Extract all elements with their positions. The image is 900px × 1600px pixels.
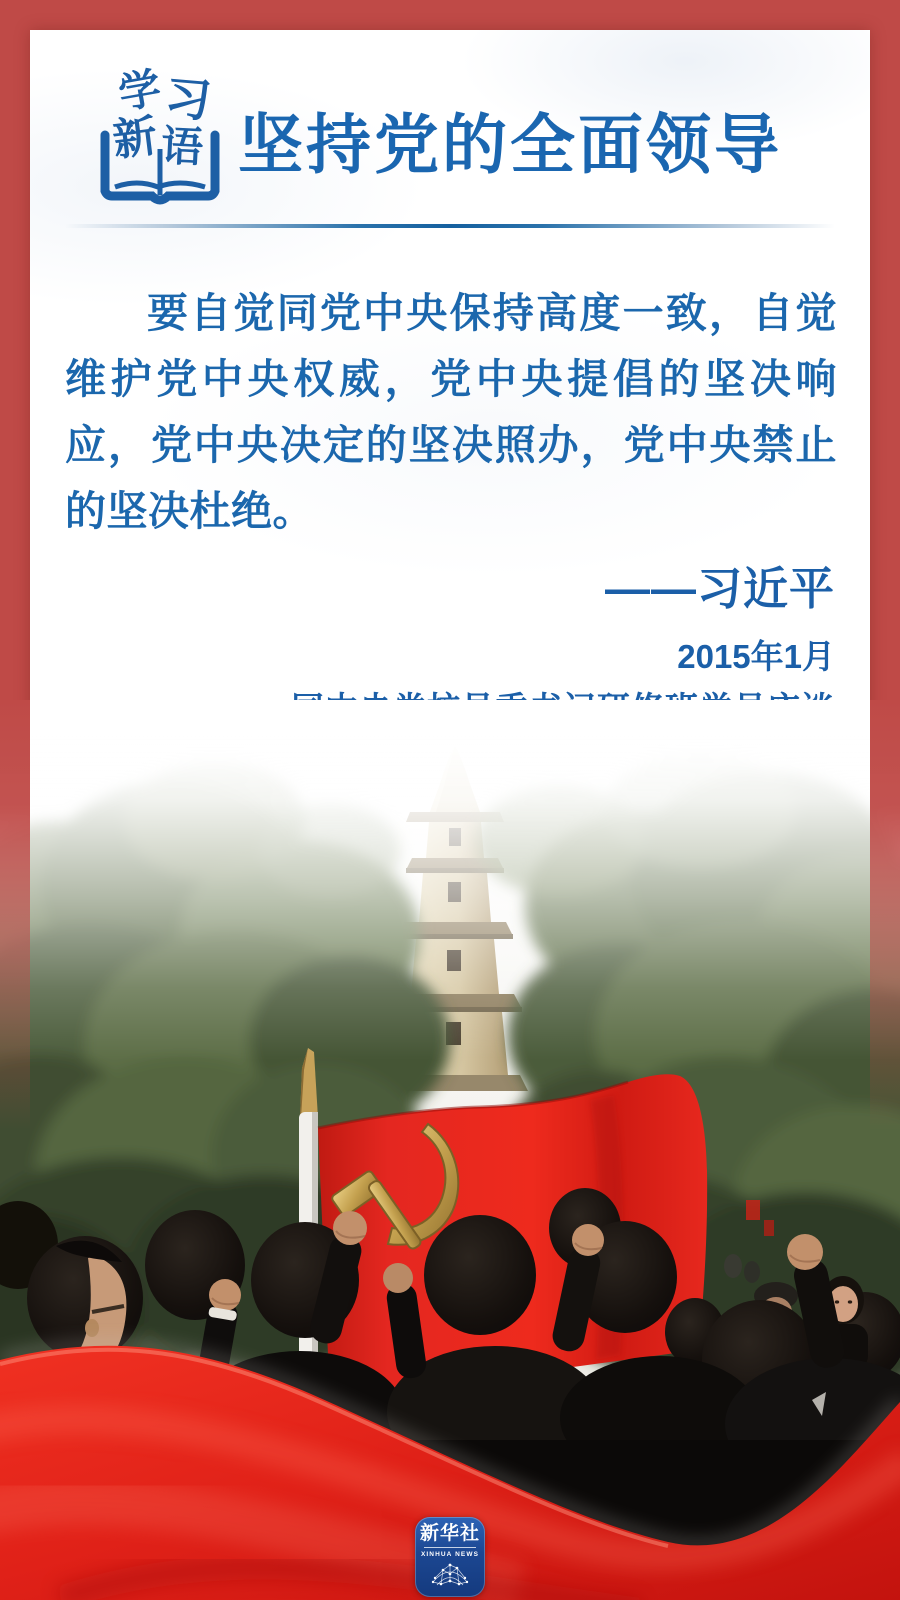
logo-char: 习 — [162, 72, 214, 127]
logo-char: 语 — [159, 123, 205, 173]
attribution-author: ——习近平 — [604, 563, 835, 614]
xinhua-logo-en: XINHUA NEWS — [420, 1551, 480, 1558]
page-title: 坚持党的全面领导 — [238, 108, 783, 181]
xinhua-news-logo — [415, 1517, 485, 1597]
quote-text: 要自觉同党中央保持高度一致，自觉维护党中央权威，党中央提倡的坚决响应，党中央决定的坚决照办，党中央禁止的坚决杜绝。 — [65, 290, 837, 534]
title-divider — [65, 224, 835, 228]
attribution-date: 2015年1月 — [677, 638, 835, 675]
logo-char: 新 — [110, 111, 160, 166]
xinhua-logo-cn: 新华社 — [419, 1523, 480, 1544]
xuexi-xinyu-logo — [95, 65, 225, 205]
logo-char: 学 — [115, 65, 165, 119]
xinhua-logo-divider — [424, 1547, 476, 1548]
globe-network-icon — [429, 1560, 471, 1588]
